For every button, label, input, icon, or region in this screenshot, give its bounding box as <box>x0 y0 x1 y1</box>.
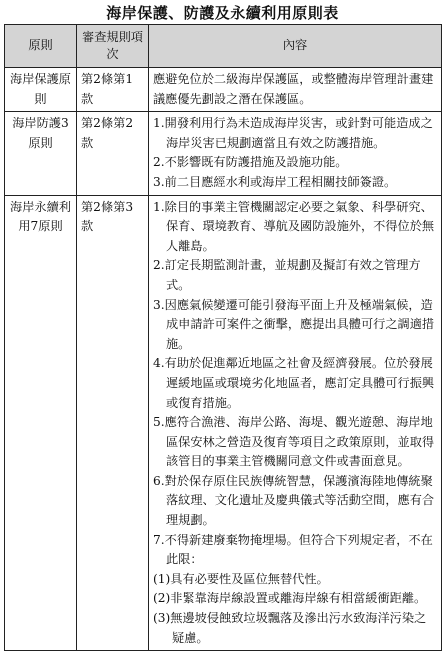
table-row <box>5 195 442 651</box>
principles-table <box>4 24 442 651</box>
list-item: 7.不得新建廢棄物掩埋場。但符合下列規定者，不在此限： <box>153 532 433 567</box>
header-clause: 審查規則項次 <box>77 25 149 68</box>
list-item: 1.開發利用行為未造成海岸災害，或針對可能造成之海岸災害已規劃適當且有效之防護措施。 <box>153 116 433 150</box>
table-row <box>5 112 442 195</box>
sub-list-item: (3)無邊坡侵蝕致垃圾飄落及滲出污水致海洋污染之疑慮。 <box>153 611 427 645</box>
row-content: 應避免位於二級海岸保護區，或整體海岸管理計畫建議應優先劃設之潛在保護區。 <box>149 68 442 112</box>
list-item: 3.因應氣候變遷可能引發海平面上升及極端氣候，造成申請許可案件之衝擊，應提出具體可行之調適措施。 <box>153 297 435 351</box>
table-row <box>5 68 442 112</box>
row-principle: 海岸保護原則 <box>5 68 77 112</box>
list-item: 2.不影響既有防護措施及設施功能。 <box>153 155 348 170</box>
row-clause: 第2條第3款 <box>77 195 149 651</box>
row-content <box>149 195 442 651</box>
list-item: 4.有助於促進鄰近地區之社會及經濟發展。位於發展遲緩地區或環境劣化地區者，應訂定具體可行振興或復育措施。 <box>153 356 435 410</box>
row-clause: 第2條第1款 <box>77 68 149 112</box>
list-item: 6.對於保存原住民族傳統智慧，保護濱海陸地傳統聚落紋理、文化遺址及慶典儀式等活動空間，應有合理規劃。 <box>153 473 435 528</box>
list-item: 3.前二目應經水利或海岸工程相關技師簽證。 <box>153 174 397 189</box>
row-principle: 海岸永續利用7原則 <box>5 195 77 651</box>
list-item: 5.應符合漁港、海岸公路、海堤、觀光遊憩、海岸地區保安林之營造及復育等項目之政策原則，並取得該管目的事業主管機關同意文件或書面意見。 <box>153 415 435 469</box>
list-item: 2.訂定長期監測計畫，並規劃及擬訂有效之管理方式。 <box>153 258 421 292</box>
row-content <box>149 112 442 195</box>
sub-list-item: (2)非緊靠海岸線設置或離海岸線有相當緩衝距離。 <box>153 591 427 606</box>
table-header-row <box>5 25 442 68</box>
list-item: 1.除目的事業主管機關認定必要之氣象、科學研究、保育、環境教育、導航及國防設施外，不得位於無人離島。 <box>153 199 435 253</box>
sub-list-item: (1)具有必要性及區位無替代性。 <box>153 571 329 586</box>
page-title: 海岸保護、防護及永續利用原則表 <box>106 4 339 22</box>
header-principle: 原則 <box>5 25 77 68</box>
row-principle: 海岸防護3原則 <box>5 112 77 195</box>
row-clause: 第2條第2款 <box>77 112 149 195</box>
header-content: 內容 <box>149 25 442 68</box>
